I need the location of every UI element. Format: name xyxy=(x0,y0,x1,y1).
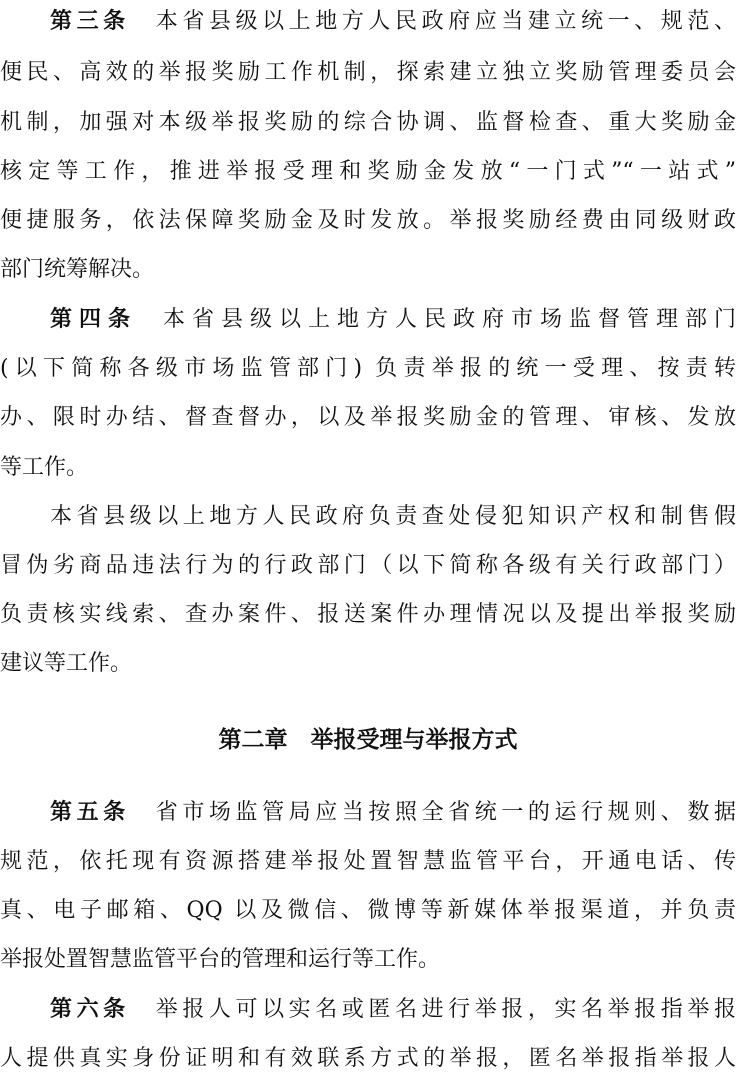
article-4-para2-line-1: 本省县级以上地方人民政府负责查处侵犯知识产权和制售假 xyxy=(50,504,736,529)
article-3-line-4: 核定等工作，推进举报受理和奖励金发放“一门式”“一站式” xyxy=(0,159,736,184)
article-3-label: 第三条 xyxy=(50,9,130,34)
article-4-line-4: 等工作。 xyxy=(0,455,89,480)
article-3-line-3: 机制，加强对本级举报奖励的综合协调、监督检查、重大奖励金 xyxy=(0,110,736,135)
article-5-line-1 xyxy=(0,796,736,830)
article-5-text-1: 省市场监管局应当按照全省统一的运行规则、数据 xyxy=(155,800,736,825)
article-5-line-2: 规范，依托现有资源搭建举报处置智慧监管平台，开通电话、传 xyxy=(0,849,736,874)
article-6-line-2: 人提供真实身份证明和有效联系方式的举报，匿名举报指举报人 xyxy=(0,1046,736,1071)
article-4-label: 第四条 xyxy=(50,307,137,332)
article-6-line-1 xyxy=(0,993,736,1027)
chapter-2-heading: 第二章 举报受理与举报方式 xyxy=(218,727,518,753)
article-3-line-5: 便捷服务，依法保障奖励金及时发放。举报奖励经费由同级财政 xyxy=(0,208,736,233)
article-6-text-1: 举报人可以实名或匿名进行举报，实名举报指举报 xyxy=(155,997,736,1022)
article-6-label: 第六条 xyxy=(50,997,130,1022)
article-3-line-6: 部门统筹解决。 xyxy=(0,257,155,282)
article-5-label: 第五条 xyxy=(50,800,130,825)
article-4-para2-line-3: 负责核实线索、查办案件、报送案件办理情况以及提出举报奖励 xyxy=(0,602,736,627)
article-3-line-1 xyxy=(0,5,736,39)
article-4-line-2: (以下简称各级市场监管部门) 负责举报的统一受理、按责转 xyxy=(0,356,736,381)
article-4-para2-line-2: 冒伪劣商品违法行为的行政部门（以下简称各级有关行政部门） xyxy=(0,553,736,578)
article-4-text-1: 本省县级以上地方人民政府市场监督管理部门 xyxy=(163,307,736,332)
article-3-text-1: 本省县级以上地方人民政府应当建立统一、规范、 xyxy=(155,9,736,34)
article-4-line-3: 办、限时办结、督查督办，以及举报奖励金的管理、审核、发放 xyxy=(0,405,736,430)
article-5-line-4: 举报处置智慧监管平台的管理和运行等工作。 xyxy=(0,947,441,972)
article-3-line-2: 便民、高效的举报奖励工作机制，探索建立独立奖励管理委员会 xyxy=(0,60,736,85)
article-4-line-1 xyxy=(0,303,736,337)
article-4-para2-line-4: 建议等工作。 xyxy=(0,651,133,676)
article-5-line-3: 真、电子邮箱、QQ 以及微信、微博等新媒体举报渠道，并负责 xyxy=(0,898,736,923)
